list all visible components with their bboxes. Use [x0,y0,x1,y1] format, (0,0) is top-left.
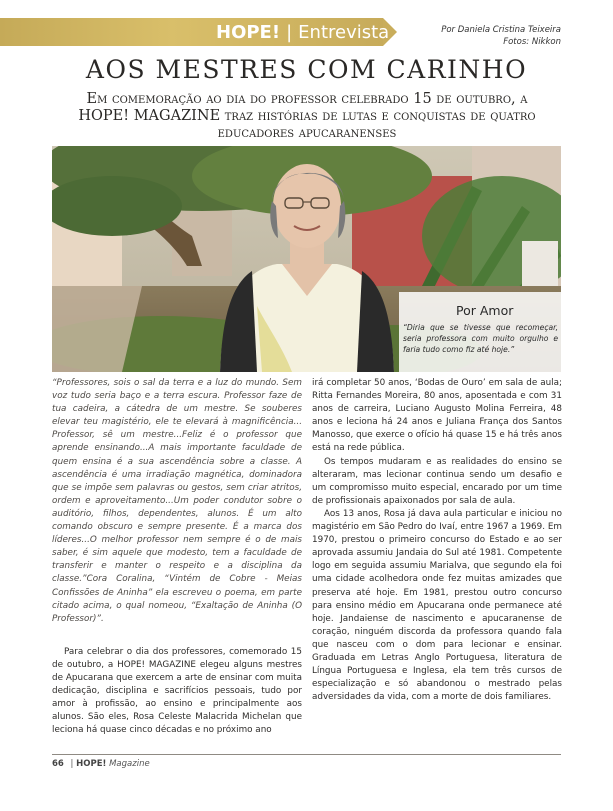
section-label [216,20,389,46]
magazine-brand: HOPE! [216,22,281,43]
article-headline: AOS MESTRES COM CARINHO [85,55,528,84]
article-deck: Em comemoração ao dia do professor celebrado 15 de outubro, a HOPE! MAGAZINE traz histórias de lutas e conquistas de quatro educadores apucaranenses [78,91,536,141]
intro-paragraph: Para celebrar o dia dos professores, comemorado 15 de outubro, a HOPE! MAGAZINE elegeu alguns mestres de Apucarana que exercem a arte de ensinar com muita dedicação, disciplina e sacrifícios pessoais, tudo por amor à profissão, ao ensino e principalmente aos alunos. São eles, Rosa Celeste Malacrida Michelan que leciona há quase cinco décadas e no próximo ano [52,646,302,736]
right-column [312,377,562,704]
left-column [52,377,302,737]
page-number: 66 [52,759,64,769]
body-paragraph-1: irá completar 50 anos, ‘Bodas de Ouro’ em sala de aula; Ritta Fernandes Moreira, 80 anos, aposentada e com 31 anos de carreira, Luciano Augusto Molina Ferreira, 48 anos e leciona há 24 anos e Juliana França dos Santos Manosso, que exerce o ofício há quase 15 e há três anos está na rede pública. [312,378,562,454]
footer-brand: HOPE! [76,759,107,769]
section-name: Entrevista [298,22,390,43]
footer-magazine: Magazine [109,759,150,769]
section-separator: | [286,22,293,43]
page-footer [52,759,150,769]
credits [400,24,561,48]
body-paragraph-3: Aos 13 anos, Rosa já dava aula particular e iniciou no magistério em São Pedro do Ivaí, entre 1967 a 1969. Em 1970, prestou o primeiro concurso do Estado e ao ser aprovada assumiu Jandaia do Sul até 1981. Competente logo em seguida assumiu Marialva, que segundo ela foi uma cidade acolhedora onde fez muitas amizades que preserva até hoje. Em 1981, prestou outro concurso para ensino médio em Apucarana onde permanece até hoje. Jandaiense de nascimento e apucaranense de coração, ninguém discorda da professora quando fala que nasceu com o dom para lecionar e ensinar. Graduada em Letras Anglo Portuguesa, literatura de Língua Portuguesa e Inglesa, ela tem três cursos de especialização e só abandonou o mestrado pelas adversidades da vida, com a morte de dois familiares. [312,508,562,703]
footer-rule [52,754,561,755]
body-paragraph-2: Os tempos mudaram e as realidades do ensino se alteraram, mas lecionar continua sendo um desafio e um compromisso muito especial, encarado por um time de profissionais apaixonados por sala de aula. [312,456,562,506]
footer-separator: | [70,759,74,769]
photo-quote-text: “Diria que se tivesse que recomeçar, seria professora com muito orgulho e faria tudo como fiz até hoje.” [403,323,558,354]
epigraph-quote: “Professores, sois o sal da terra e a luz do mundo. Sem voz tudo seria baço e a terra escura. Professor faze de tua cadeira, a cátedra de um mestre. Se souberes elevar teu magistério, ele te elevará à magnificência... Professor, sê um mestre...Feliz é o professor que aprende ensinando...A mais importante faculdade de quem ensina é a sua ascendência sobre a classe. A ascendência é uma irradiação magnética, dominadora que se impõe sem palavras ou gestos, sem criar atritos, ordem e aproveitamento...Um poder condutor sobre o auditório, filhos, dependentes, alunos. É um alto comando obscuro e sempre presente. É a marca dos líderes...O melhor professor nem sempre é o de mais saber, é sim aquele que modesto, tem a faculdade de transferir e manter o respeito e a disciplina da classe.”Cora Coralina, “Vintém de Cobre - Meias Confissões de Aninha” ela escreveu o poema, em parte citado acima, o qual nomeou, “Exaltação de Aninha (O Professor)”. [52,378,302,624]
author-credit: Por Daniela Cristina Teixeira [441,25,561,35]
photo-credit: Fotos: Nikkon [503,37,561,47]
photo-quote-title: Por Amor [456,303,514,318]
